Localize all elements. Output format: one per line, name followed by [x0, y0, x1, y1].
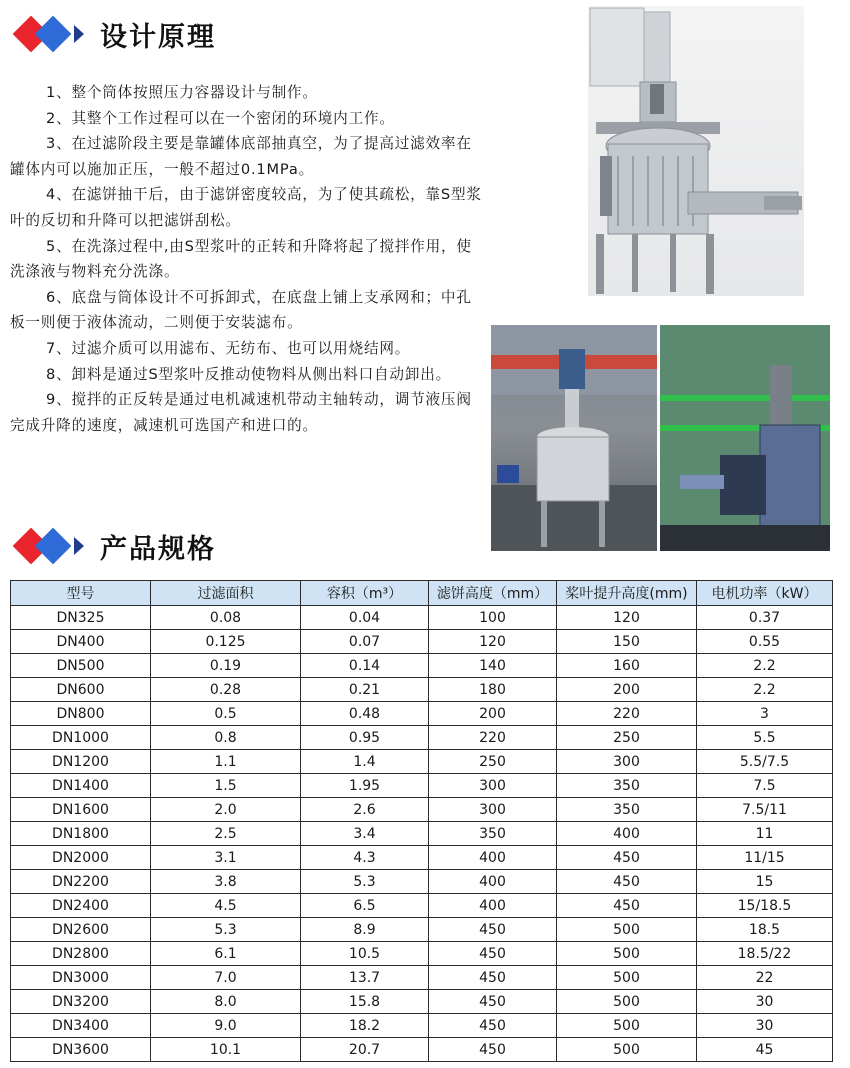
table-cell: 450 — [557, 846, 697, 870]
table-cell: 250 — [429, 750, 557, 774]
section-header-design-principle — [10, 12, 216, 56]
table-cell: 200 — [557, 678, 697, 702]
table-row — [11, 918, 833, 942]
table-cell: 450 — [429, 942, 557, 966]
table-cell: 400 — [429, 870, 557, 894]
table-cell: 350 — [557, 798, 697, 822]
table-cell: DN600 — [11, 678, 151, 702]
table-cell: DN325 — [11, 606, 151, 630]
table-cell: 500 — [557, 918, 697, 942]
table-cell: 15.8 — [301, 990, 429, 1014]
table-cell: DN1600 — [11, 798, 151, 822]
table-cell: 13.7 — [301, 966, 429, 990]
spec-table-body — [11, 606, 833, 1062]
principles-list — [10, 80, 482, 438]
table-header-row — [11, 581, 833, 606]
table-row — [11, 822, 833, 846]
principle-item: 3、在过滤阶段主要是靠罐体底部抽真空，为了提高过滤效率在罐体内可以施加正压，一般不超过0.1MPa。 — [10, 135, 472, 178]
table-cell: DN2000 — [11, 846, 151, 870]
table-cell: 10.1 — [151, 1038, 301, 1062]
table-cell: 450 — [429, 1038, 557, 1062]
table-cell: 450 — [429, 1014, 557, 1038]
table-cell: 3 — [697, 702, 833, 726]
principle-item: 6、底盘与筒体设计不可拆卸式，在底盘上铺上支承网和；中孔板一则便于液体流动，二则便于安装滤布。 — [10, 288, 472, 332]
table-cell: 500 — [557, 990, 697, 1014]
table-cell: DN2400 — [11, 894, 151, 918]
table-cell: 1.95 — [301, 774, 429, 798]
column-header: 型号 — [11, 581, 151, 606]
spec-table — [10, 580, 833, 1062]
table-cell: 0.08 — [151, 606, 301, 630]
table-cell: 11 — [697, 822, 833, 846]
table-cell: DN1200 — [11, 750, 151, 774]
table-cell: 30 — [697, 990, 833, 1014]
table-cell: DN1800 — [11, 822, 151, 846]
principle-item: 9、搅拌的正反转是通过电机减速机带动主轴转动，调节液压阀完成升降的速度，减速机可选国产和进口的。 — [10, 391, 472, 434]
column-header: 过滤面积 — [151, 581, 301, 606]
table-cell: 4.5 — [151, 894, 301, 918]
table-cell: 5.3 — [301, 870, 429, 894]
table-cell: 18.5 — [697, 918, 833, 942]
table-cell: 450 — [557, 894, 697, 918]
table-cell: 0.04 — [301, 606, 429, 630]
table-cell: 20.7 — [301, 1038, 429, 1062]
table-cell: 6.5 — [301, 894, 429, 918]
table-cell: 450 — [429, 990, 557, 1014]
principle-item: 2、其整个工作过程可以在一个密闭的环境内工作。 — [46, 109, 395, 127]
table-cell: DN500 — [11, 654, 151, 678]
table-cell: 0.55 — [697, 630, 833, 654]
table-cell: DN1000 — [11, 726, 151, 750]
workshop-photo-right — [660, 325, 830, 551]
table-cell: 500 — [557, 1038, 697, 1062]
table-cell: 3.4 — [301, 822, 429, 846]
table-cell: 15 — [697, 870, 833, 894]
table-cell: 0.07 — [301, 630, 429, 654]
table-cell: 0.19 — [151, 654, 301, 678]
table-cell: 45 — [697, 1038, 833, 1062]
table-cell: 6.1 — [151, 942, 301, 966]
table-cell: 300 — [429, 798, 557, 822]
table-cell: 400 — [557, 822, 697, 846]
table-cell: 7.5 — [697, 774, 833, 798]
table-cell: 300 — [429, 774, 557, 798]
table-cell: 1.5 — [151, 774, 301, 798]
principle-item: 7、过滤介质可以用滤布、无纺布、也可以用烧结网。 — [46, 339, 411, 357]
table-cell: 2.6 — [301, 798, 429, 822]
table-cell: 400 — [429, 894, 557, 918]
principle-item: 5、在洗涤过程中,由S型浆叶的正转和升降将起了搅拌作用，使洗涤液与物料充分洗涤。 — [10, 237, 472, 281]
table-cell: DN2200 — [11, 870, 151, 894]
principle-item: 1、整个筒体按照压力容器设计与制作。 — [46, 84, 318, 101]
table-cell: 18.2 — [301, 1014, 429, 1038]
table-cell: 9.0 — [151, 1014, 301, 1038]
table-cell: 1.1 — [151, 750, 301, 774]
table-cell: 100 — [429, 606, 557, 630]
table-cell: 160 — [557, 654, 697, 678]
table-cell: DN3000 — [11, 966, 151, 990]
table-cell: 4.3 — [301, 846, 429, 870]
table-cell: 500 — [557, 942, 697, 966]
principle-item: 8、卸料是通过S型浆叶反推动使物料从侧出料口自动卸出。 — [46, 365, 451, 383]
table-cell: 0.48 — [301, 702, 429, 726]
table-cell: 350 — [557, 774, 697, 798]
table-row — [11, 942, 833, 966]
table-cell: 250 — [557, 726, 697, 750]
table-cell: 0.28 — [151, 678, 301, 702]
table-cell: 0.125 — [151, 630, 301, 654]
table-cell: 120 — [557, 606, 697, 630]
table-cell: 450 — [429, 966, 557, 990]
table-cell: 2.5 — [151, 822, 301, 846]
table-row — [11, 630, 833, 654]
table-cell: 30 — [697, 1014, 833, 1038]
table-cell: 0.5 — [151, 702, 301, 726]
table-cell: 7.0 — [151, 966, 301, 990]
table-cell: 500 — [557, 1014, 697, 1038]
table-cell: 2.0 — [151, 798, 301, 822]
table-cell: DN400 — [11, 630, 151, 654]
table-cell: DN3400 — [11, 1014, 151, 1038]
table-cell: 400 — [429, 846, 557, 870]
table-cell: 350 — [429, 822, 557, 846]
table-cell: DN2600 — [11, 918, 151, 942]
table-cell: 180 — [429, 678, 557, 702]
table-cell: 0.95 — [301, 726, 429, 750]
table-cell: 5.5/7.5 — [697, 750, 833, 774]
table-cell: 7.5/11 — [697, 798, 833, 822]
table-cell: 15/18.5 — [697, 894, 833, 918]
table-cell: 220 — [557, 702, 697, 726]
column-header: 电机功率（kW） — [697, 581, 833, 606]
section-title: 产品规格 — [100, 533, 216, 565]
table-cell: 2.2 — [697, 678, 833, 702]
equipment-photo — [588, 6, 804, 296]
table-cell: 450 — [557, 870, 697, 894]
table-cell: DN2800 — [11, 942, 151, 966]
table-row — [11, 774, 833, 798]
table-row — [11, 846, 833, 870]
table-cell: DN3600 — [11, 1038, 151, 1062]
table-cell: 200 — [429, 702, 557, 726]
table-cell: 0.21 — [301, 678, 429, 702]
table-row — [11, 1038, 833, 1062]
table-row — [11, 870, 833, 894]
table-row — [11, 1014, 833, 1038]
workshop-photo-left — [491, 325, 657, 551]
table-cell: 10.5 — [301, 942, 429, 966]
column-header: 桨叶提升高度(mm) — [557, 581, 697, 606]
table-cell: 300 — [557, 750, 697, 774]
table-row — [11, 606, 833, 630]
section-title: 设计原理 — [100, 21, 216, 53]
table-cell: 120 — [429, 630, 557, 654]
diamond-logo-icon — [10, 12, 94, 56]
principle-item: 4、在滤饼抽干后，由于滤饼密度较高，为了使其疏松，靠S型浆叶的反切和升降可以把滤饼刮松。 — [10, 186, 482, 229]
column-header: 滤饼高度（mm） — [429, 581, 557, 606]
table-cell: 5.3 — [151, 918, 301, 942]
table-row — [11, 702, 833, 726]
table-cell: 8.9 — [301, 918, 429, 942]
table-cell: 450 — [429, 918, 557, 942]
table-row — [11, 990, 833, 1014]
table-cell: 0.14 — [301, 654, 429, 678]
table-cell: 150 — [557, 630, 697, 654]
table-cell: 140 — [429, 654, 557, 678]
table-cell: 5.5 — [697, 726, 833, 750]
table-row — [11, 678, 833, 702]
section-header-product-spec — [10, 524, 216, 568]
diamond-logo-icon — [10, 524, 94, 568]
column-header: 容积（m³） — [301, 581, 429, 606]
table-cell: 3.1 — [151, 846, 301, 870]
table-cell: 220 — [429, 726, 557, 750]
table-cell: DN800 — [11, 702, 151, 726]
table-cell: 22 — [697, 966, 833, 990]
table-cell: 8.0 — [151, 990, 301, 1014]
table-row — [11, 894, 833, 918]
table-row — [11, 750, 833, 774]
table-row — [11, 966, 833, 990]
table-cell: 2.2 — [697, 654, 833, 678]
table-cell: 0.37 — [697, 606, 833, 630]
table-row — [11, 726, 833, 750]
table-cell: 1.4 — [301, 750, 429, 774]
table-cell: DN1400 — [11, 774, 151, 798]
table-cell: 18.5/22 — [697, 942, 833, 966]
table-cell: 500 — [557, 966, 697, 990]
table-row — [11, 654, 833, 678]
table-cell: DN3200 — [11, 990, 151, 1014]
table-cell: 11/15 — [697, 846, 833, 870]
table-cell: 0.8 — [151, 726, 301, 750]
table-row — [11, 798, 833, 822]
table-cell: 3.8 — [151, 870, 301, 894]
